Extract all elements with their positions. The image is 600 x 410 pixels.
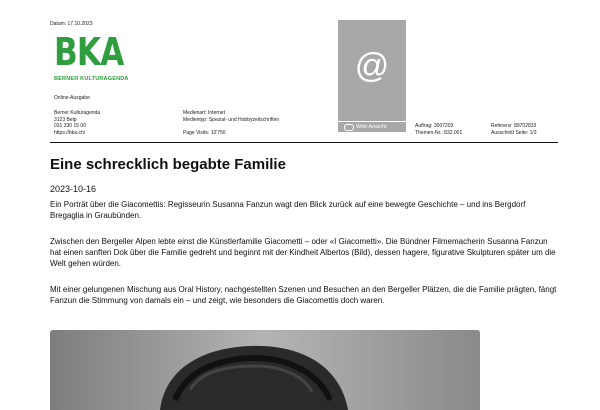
media-block [183,110,279,136]
paragraph-1: Ein Porträt über die Giacomettis: Regisseurin Susanna Fanzun wagt den Blick zurück auf eine bewegte Geschichte – und ins Bergdorf Bregaglia in Graubünden. [50,200,526,220]
paragraph-3: Mit einer gelungenen Mischung aus Oral History, nachgestellten Szenen und Besuchen an den Bergeller Plätzen, die die Familie prägten, fängt Fanzun die Stimmung von damals ein – und zeigt, wie besonders die Giacomettis doch waren. [50,285,557,305]
logo-subtitle: BERNER KULTURAGENDA [54,76,129,82]
clipping-page: Ausschnitt Seite: 1/3 [491,129,537,136]
photo-image [50,330,480,410]
publisher-address: 3123 Belp [54,116,77,123]
web-view-button[interactable] [338,122,406,132]
edition-label: Online-Ausgabe [54,95,90,101]
media-type: Medienart: Internet [183,110,225,116]
document-date: Datum: 17.10.2023 [50,21,93,27]
publisher-block [54,110,100,136]
order-number: Auftrag: 3007203 [415,123,454,129]
media-category: Medientyp: Spezial- und Hobbyzeitschriften [183,116,280,123]
article-date: 2023-10-16 [50,184,97,194]
bka-logo: BKA [54,30,124,74]
web-view-label: Web Ansicht [356,124,387,130]
topic-number: Themen-Nr.: 832.001 [415,129,463,136]
publisher-url[interactable]: https://bka.ch/ [54,129,86,136]
publisher-phone: 031 330 15 00 [54,123,86,129]
page-visits: Page Visits: 10'750 [183,129,226,136]
cloud-icon [344,124,354,131]
web-preview-thumbnail[interactable] [338,20,406,121]
order-block [415,123,462,136]
article-title: Eine schrecklich begabte Familie [50,156,286,173]
reference-block [491,123,537,136]
at-sign-icon: @ [354,47,390,85]
reference-number: Referenz: 89702833 [491,123,537,129]
header-divider [50,142,558,143]
article-photo [50,330,480,410]
publisher-name: Berner Kulturagenda [54,110,101,116]
paragraph-2: Zwischen den Bergeller Alpen lebte einst die Künstlerfamilie Giacometti – oder «I Giacometti». Die Bündner Filmemacherin Susanna Fanzun hat einen sanften Dok über die Familie gedreht und beginnt mit der Kindheit Albertos (Bild), dessen hagere, figurative Skulpturen später um die Welt gehen würden. [50,237,556,268]
